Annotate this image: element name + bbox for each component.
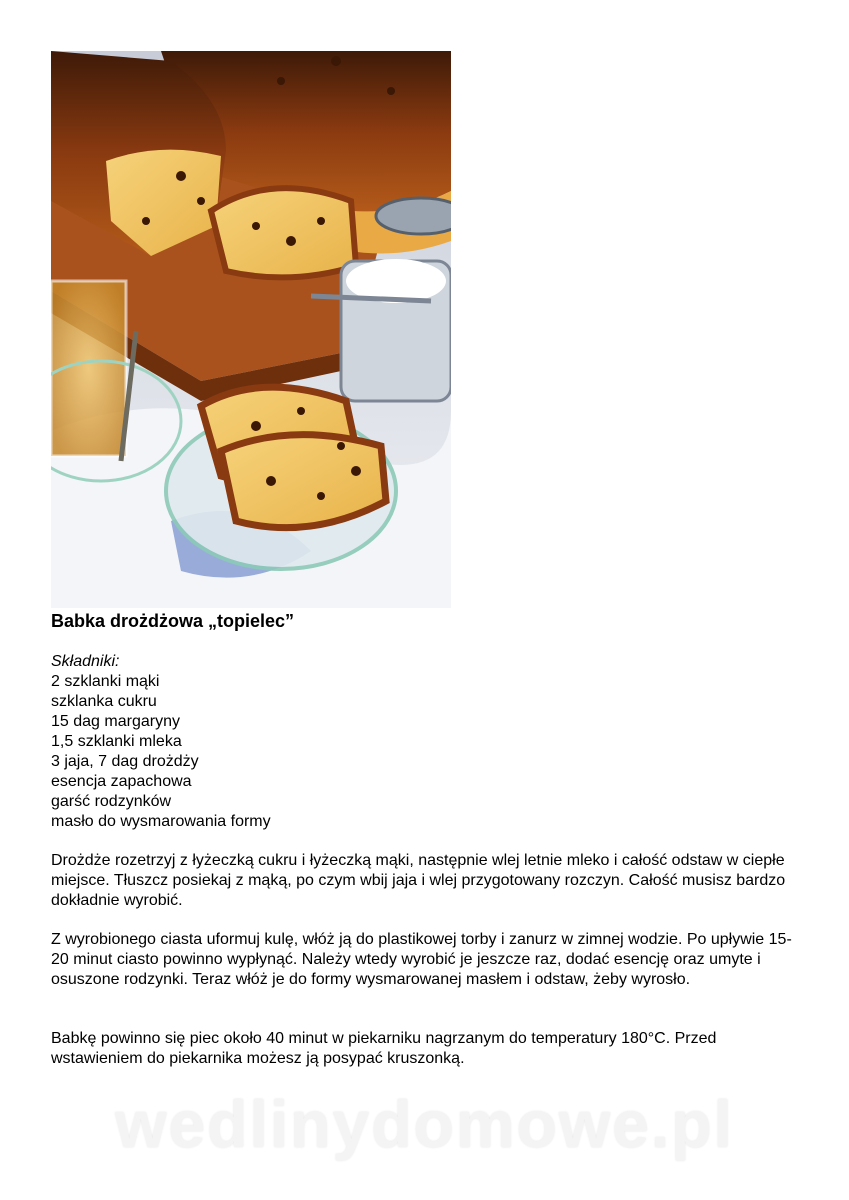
instructions-paragraph-1: Drożdże rozetrzyj z łyżeczką cukru i łyżeczką mąki, następnie wlej letnie mleko i całość odstaw w ciepłe miejsce. Tłuszcz posiekaj z mąką, po czym wbij jaja i wlej przygotowany rozczyn. Całość musisz bardzo dokładnie wyrobić. (51, 852, 786, 909)
instructions-paragraph-2: Z wyrobionego ciasta uformuj kulę, włóż ją do plastikowej torby i zanurz w zimnej wodzie. Po upływie 15-20 minut ciasto powinno wypłynąć. Należy wtedy wyrobić je jeszcze raz, dodać esencję oraz umyte i osuszone rodzynki. Teraz włóż je do formy wysmarowanej masłem i odstaw, żeby wyrosło. (51, 931, 792, 988)
babka-photo (51, 51, 451, 608)
recipe-title: Babka drożdżowa „topielec” (51, 611, 295, 631)
ingredient-item: 3 jaja, 7 dag drożdży (51, 753, 199, 770)
instructions-paragraph-3: Babkę powinno się piec około 40 minut w piekarniku nagrzanym do temperatury 180°C. Przed wstawieniem do piekarnika możesz ją posypać kruszonką. (51, 1030, 717, 1067)
ingredient-item: esencja zapachowa (51, 773, 192, 790)
ingredients-list (51, 672, 271, 832)
ingredient-item: 2 szklanki mąki (51, 673, 160, 690)
ingredient-item: 1,5 szklanki mleka (51, 733, 182, 750)
ingredients-header: Składniki: (51, 653, 120, 670)
babka-photo-illustration (51, 51, 451, 608)
ingredient-item: 15 dag margaryny (51, 713, 180, 730)
ingredient-item: szklanka cukru (51, 693, 157, 710)
ingredient-item: masło do wysmarowania formy (51, 813, 271, 830)
site-watermark: wedlinydomowe.pl (115, 1087, 734, 1161)
ingredients-section (51, 652, 271, 832)
ingredient-item: garść rodzynków (51, 793, 172, 810)
